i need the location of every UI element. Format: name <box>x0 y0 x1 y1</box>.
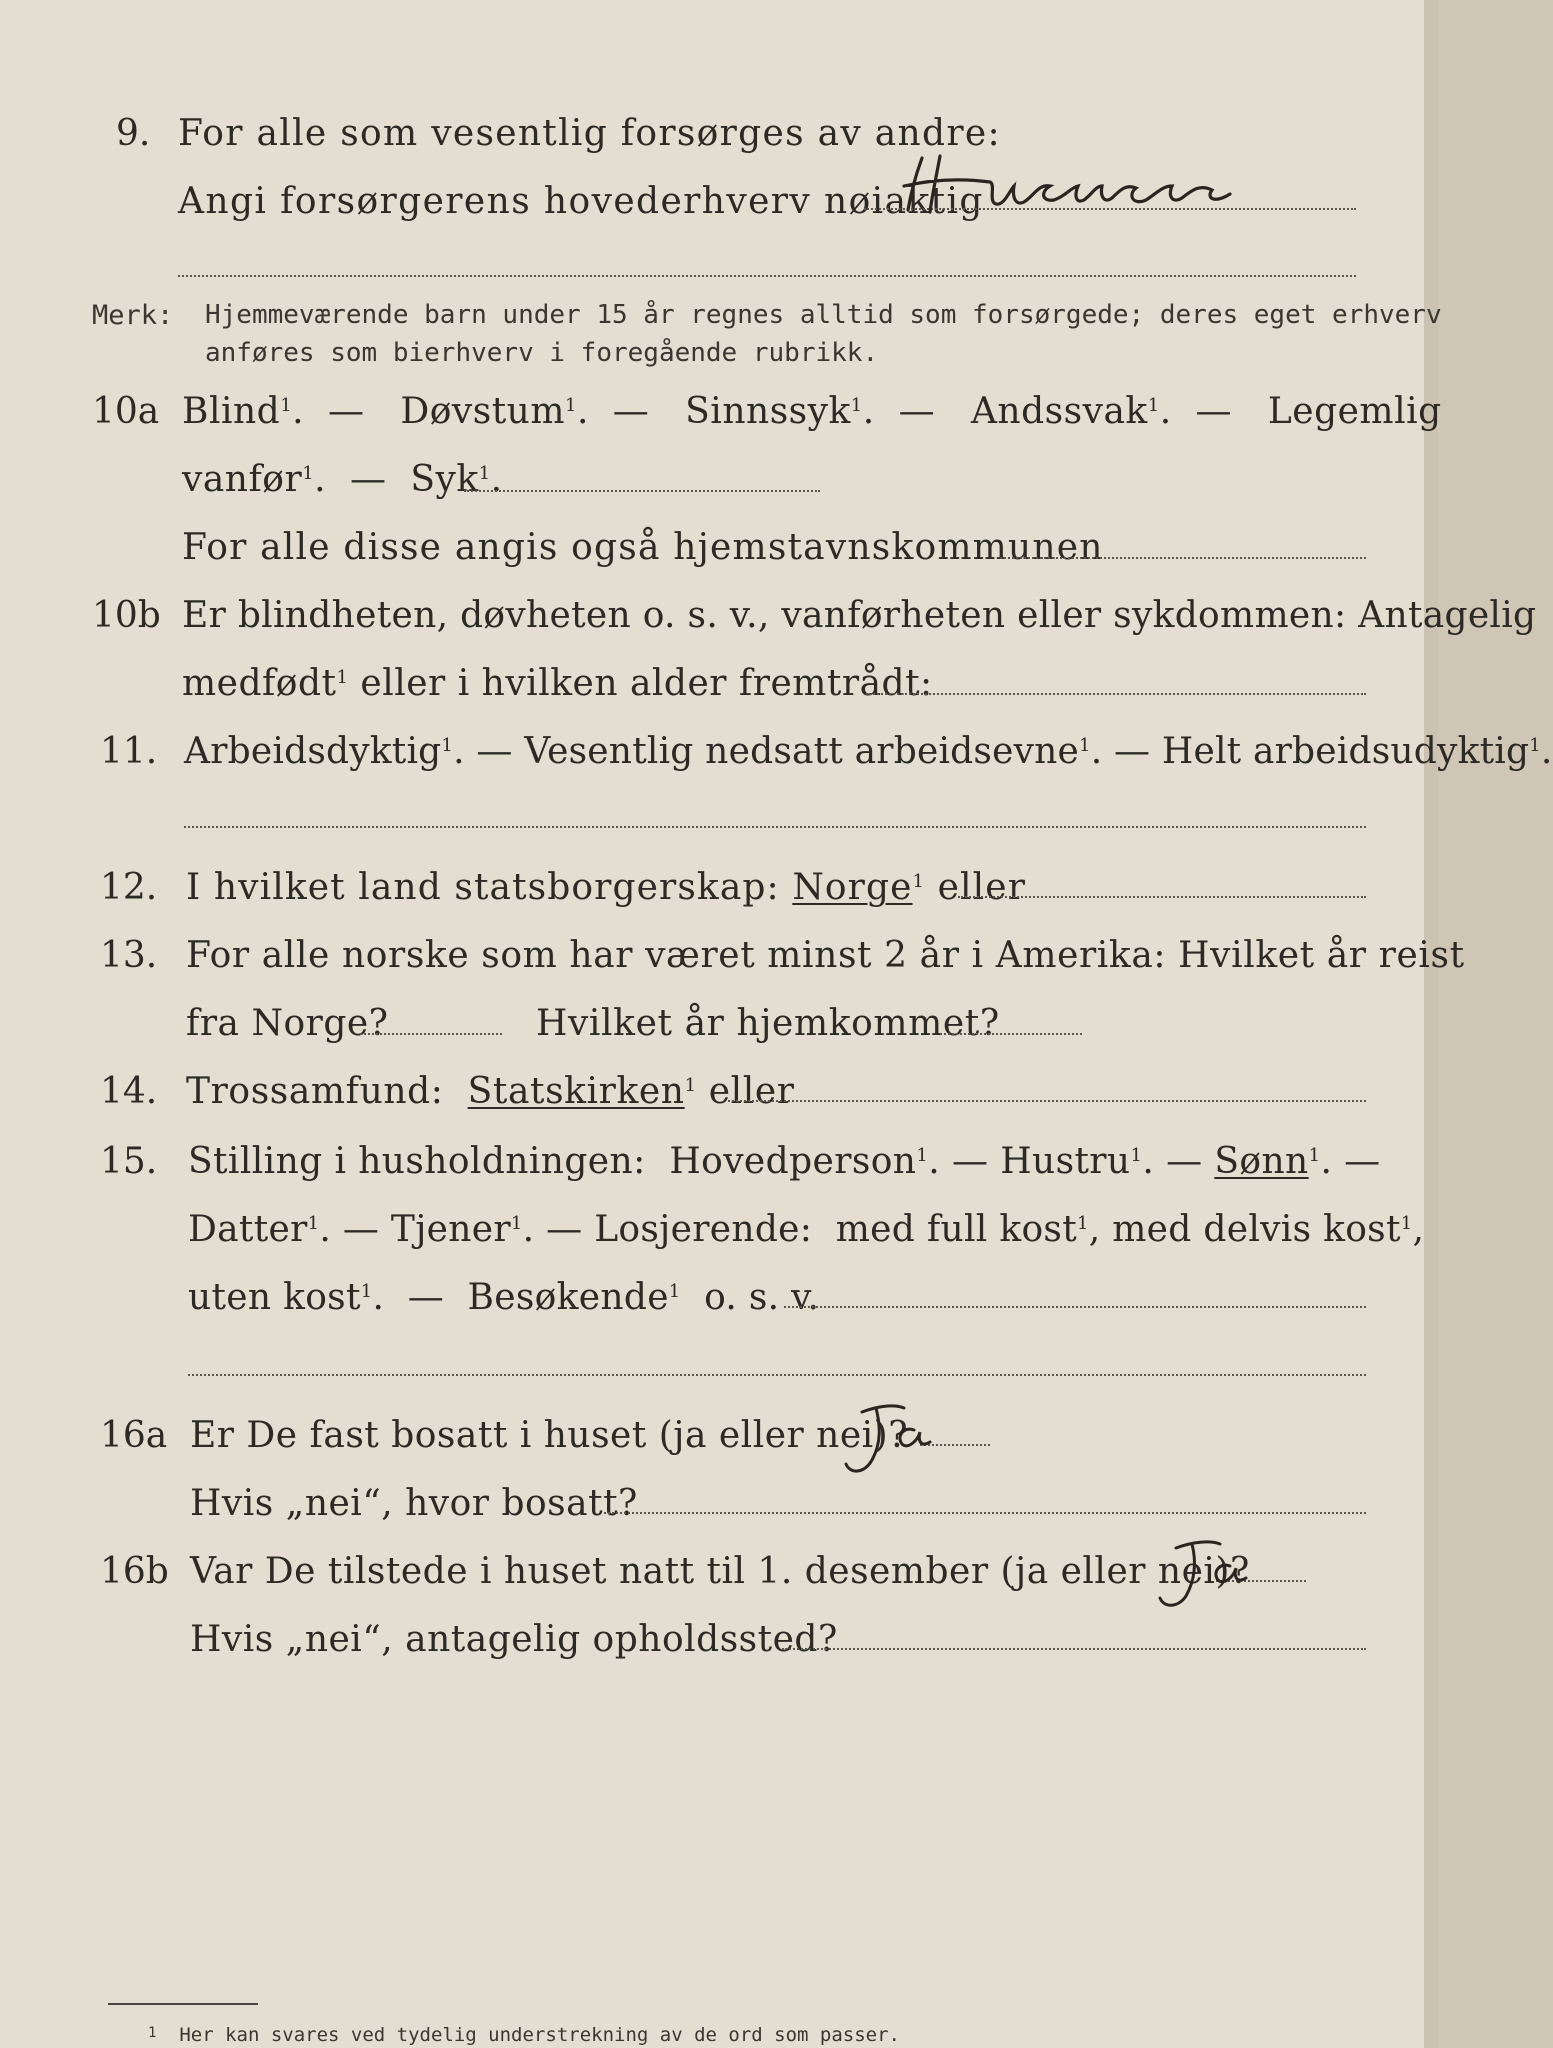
q12-number: 12. <box>100 867 158 908</box>
option-full-kost: med full kost <box>835 1209 1077 1250</box>
option-delvis-kost: med delvis kost <box>1112 1209 1401 1250</box>
q15-extra-line <box>188 1374 1366 1376</box>
q10b-number: 10b <box>92 595 161 636</box>
q15-answer-line <box>784 1306 1366 1308</box>
q10a-line2: vanfør$^1$. — Syk$^1$. <box>182 459 503 500</box>
q16b-line2: Hvis „nei“, antagelig opholdssted? <box>190 1619 838 1660</box>
option-sinnssyk: Sinnssyk <box>685 391 851 432</box>
option-syk: Syk <box>410 459 479 500</box>
q9-line2: Angi forsørgerens hovederhverv nøiaktig <box>178 181 984 222</box>
option-hovedperson: Hovedperson <box>669 1141 917 1182</box>
q14-answer-line <box>728 1100 1366 1102</box>
option-nedsatt: Vesentlig nedsatt arbeidsevne <box>524 731 1080 772</box>
option-dovstum: Døvstum <box>400 391 565 432</box>
option-andssvak: Andssvak <box>970 391 1148 432</box>
q12-answer-line <box>958 896 1366 898</box>
option-udyktig: Helt arbeidsudyktig <box>1161 731 1530 772</box>
option-uten-kost: uten kost <box>188 1277 361 1318</box>
q13-line2a: fra Norge? <box>186 1003 389 1044</box>
option-blind: Blind <box>182 391 281 432</box>
q13-line2b: Hvilket år hjemkommet? <box>536 1003 1000 1044</box>
footnote: $^1$ Her kan svares ved tydelig understrekning av de ord som passer. <box>148 2024 900 2046</box>
underlined-sonn: Sønn <box>1214 1141 1309 1182</box>
q16a-line1: Er De fast bosatt i huset (ja eller nei)? <box>190 1415 909 1456</box>
q10a-hjemstavn-line <box>1000 557 1366 559</box>
q10a-line1: Blind$^1$. — Døvstum$^1$. — Sinnssyk$^1$. — Andssvak$^1$. — Legemlig <box>182 391 1442 432</box>
q13-line1: For alle norske som har været minst 2 år i Amerika: Hvilket år reist <box>186 935 1465 976</box>
q15-number: 15. <box>100 1141 158 1182</box>
option-arbeidsdyktig: Arbeidsdyktig <box>184 731 442 772</box>
q10a-number: 10a <box>92 391 160 432</box>
q16b-line1: Var De tilstede i huset natt til 1. desember (ja eller nei)? <box>190 1551 1250 1592</box>
q9-line1: For alle som vesentlig forsørges av andre: <box>178 113 1001 154</box>
merk-label: Merk: <box>92 300 174 331</box>
option-datter: Datter <box>188 1209 308 1250</box>
q10b-answer-line <box>866 693 1366 695</box>
q11-extra-line <box>184 826 1366 828</box>
q15-line1: Stilling i husholdningen: Hovedperson$^1$. — Hustru$^1$. — Sønn$^1$. — <box>188 1141 1381 1182</box>
option-vanfor: vanfør <box>182 459 303 500</box>
q16a-handwritten-answer <box>842 1400 952 1484</box>
q16a-bosatt-line <box>604 1512 1366 1514</box>
q10b-line2: medfødt$^1$ eller i hvilken alder fremtrådt: <box>182 663 933 704</box>
q16b-number: 16b <box>100 1551 169 1592</box>
option-legemlig: Legemlig <box>1267 391 1442 432</box>
q15-line2: Datter$^1$. — Tjener$^1$. — Losjerende: med full kost$^1$, med delvis kost$^1$, <box>188 1209 1425 1250</box>
underlined-norge: Norge <box>792 867 913 908</box>
option-tjener: Tjener <box>390 1209 511 1250</box>
q11-number: 11. <box>100 731 158 772</box>
q13-hjemkommet-line <box>940 1033 1082 1035</box>
q12-line1: I hvilket land statsborgerskap: Norge$^1$ eller <box>186 867 1027 908</box>
option-hustru: Hustru <box>1000 1141 1131 1182</box>
q15-line3: uten kost$^1$. — Besøkende$^1$ o. s. v. <box>188 1277 820 1318</box>
q9-number: 9. <box>116 113 151 154</box>
q10b-line1: Er blindheten, døvheten o. s. v., vanførheten eller sykdommen: Antagelig <box>182 595 1537 636</box>
q16a-line2: Hvis „nei“, hvor bosatt? <box>190 1483 638 1524</box>
underlined-statskirken: Statskirken <box>467 1071 685 1112</box>
q16a-number: 16a <box>100 1415 168 1456</box>
q13-number: 13. <box>100 935 158 976</box>
q10a-line3: For alle disse angis også hjemstavnskommunen <box>182 527 1104 568</box>
merk-line2: anføres som bierhverv i foregående rubrikk. <box>205 338 879 368</box>
q16b-opholdssted-line <box>782 1648 1366 1650</box>
option-besokende: Besøkende <box>467 1277 669 1318</box>
q16b-handwritten-answer <box>1156 1536 1266 1620</box>
footnote-rule <box>108 2003 258 2005</box>
q14-line1: Trossamfund: Statskirken$^1$ eller <box>186 1071 795 1112</box>
q9-extra-line <box>178 275 1356 277</box>
q10a-syk-line <box>464 490 820 492</box>
q14-number: 14. <box>100 1071 158 1112</box>
merk-line1: Hjemmeværende barn under 15 år regnes alltid som forsørgede; deres eget erhverv <box>205 300 1442 330</box>
q9-handwritten-answer <box>900 150 1240 224</box>
q13-reist-line <box>360 1033 502 1035</box>
q11-line1: Arbeidsdyktig$^1$. — Vesentlig nedsatt arbeidsevne$^1$. — Helt arbeidsudyktig$^1$. <box>184 731 1553 772</box>
